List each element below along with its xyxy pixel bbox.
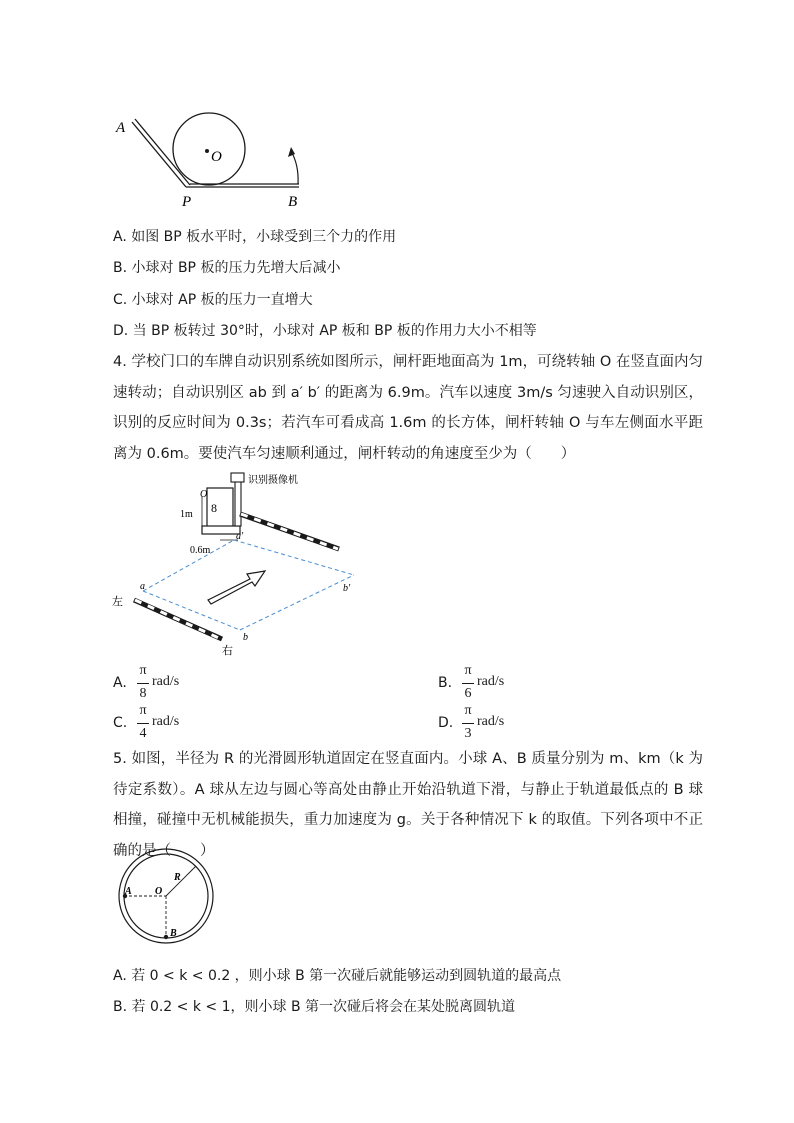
camera-head xyxy=(231,473,244,482)
label-o: O xyxy=(200,489,208,500)
gate-base xyxy=(202,526,240,534)
q4-option-c-num: π xyxy=(139,703,147,718)
figure-circular-track xyxy=(112,846,222,946)
rotation-arrow-head xyxy=(288,147,295,157)
q4-option-d-unit: rad/s xyxy=(477,714,505,729)
q4-option-d-num: π xyxy=(464,703,472,718)
label-a-prime: a′ xyxy=(236,531,244,542)
q4-stem: 4. 学校门口的车牌自动识别系统如图所示，闸杆距地面高为 1m，可绕转轴 O 在竖直面内匀速转动；自动识别区 ab 到 a′ b′ 的距离为 6.9m。汽车以速度 3m/s 匀速驶入自动识别区，识别的反应时间为 0.3s；若汽车可看成高 1.6m 的长方体，闸杆转轴 O 与车左侧面水平距离为 0.6m。要使汽车匀速顺利通过，闸杆转动的角速度至少为（ ） xyxy=(113,354,703,462)
figure-ball-between-boards xyxy=(110,105,320,210)
q5-option-b: B. 若 0.2 < k < 1，则小球 B 第一次碰后将会在某处脱离圆轨道 xyxy=(113,999,515,1015)
ball xyxy=(173,113,245,185)
label-left: 左 xyxy=(112,596,123,608)
q4-option-c-unit: rad/s xyxy=(152,714,180,729)
q4-option-a-bar xyxy=(137,683,149,684)
zone-line-aa1 xyxy=(143,540,234,591)
q4-option-a-unit: rad/s xyxy=(152,674,180,689)
q4-option-a-den: 8 xyxy=(139,686,147,701)
figure-gate-system xyxy=(110,470,360,660)
q4-option-b-label: B. xyxy=(438,675,453,691)
q4-option-b-num: π xyxy=(464,663,472,678)
zone-line-a1b1 xyxy=(234,540,354,575)
ball-b xyxy=(164,935,168,939)
label-b-prime: b′ xyxy=(343,583,351,594)
camera-pole xyxy=(235,478,241,526)
q3-option-b: B. 小球对 BP 板的压力先增大后减小 xyxy=(113,260,341,276)
ball-center-dot xyxy=(205,149,209,153)
label-a: A xyxy=(116,120,126,136)
rotation-arrow xyxy=(291,151,298,184)
q4-option-d-bar xyxy=(462,723,474,724)
q4-option-d-den: 3 xyxy=(464,726,472,741)
q4-option-c-label: C. xyxy=(113,715,128,731)
label-r: R xyxy=(174,872,181,883)
q3-option-a: A. 如图 BP 板水平时，小球受到三个力的作用 xyxy=(113,229,397,245)
label-a: a xyxy=(140,581,145,592)
q4-option-b-den: 6 xyxy=(464,686,472,701)
board-ap-inner xyxy=(135,119,190,185)
label-b: B xyxy=(288,194,298,210)
q4-option-a-label: A. xyxy=(113,675,127,691)
label-a: A xyxy=(125,886,132,897)
label-camera: 识别摄像机 xyxy=(248,475,298,486)
label-0-6m: 0.6m xyxy=(190,545,211,556)
q4-option-b-bar xyxy=(462,683,474,684)
q4-option-c-bar xyxy=(137,723,149,724)
label-right: 右 xyxy=(222,645,233,657)
label-1m: 1m xyxy=(180,509,193,520)
car-direction-arrow xyxy=(208,571,265,604)
label-o: O xyxy=(155,886,163,897)
label-b: B xyxy=(170,928,177,939)
label-o: O xyxy=(211,149,222,165)
q4-option-b-unit: rad/s xyxy=(477,674,505,689)
q3-option-c: C. 小球对 AP 板的压力一直增大 xyxy=(113,292,313,308)
q4-option-a-num: π xyxy=(139,663,147,678)
radius-line xyxy=(166,866,196,896)
label-b: b xyxy=(243,632,248,643)
q4-option-d-label: D. xyxy=(438,715,454,731)
hinge-symbol: 8 xyxy=(211,501,217,515)
q4-option-c-den: 4 xyxy=(139,726,147,741)
q5-stem: 5. 如图，半径为 R 的光滑圆形轨道固定在竖直面内。小球 A、B 质量分别为 m、km（k 为待定系数）。A 球从左边与圆心等高处由静止开始沿轨道下滑，与静止于轨道最低点的 B 球相撞，碰撞中无机械能损失，重力加速度为 g。关于各种情况下 k 的取值。下列各项中不正确的是（ ） xyxy=(113,751,703,859)
label-p: P xyxy=(182,194,192,210)
q5-option-a: A. 若 0 < k < 0.2 ，则小球 B 第一次碰后就能够运动到圆轨道的最高点 xyxy=(113,968,562,984)
q3-option-d: D. 当 BP 板转过 30°时，小球对 AP 板和 BP 板的作用力大小不相等 xyxy=(113,323,537,339)
